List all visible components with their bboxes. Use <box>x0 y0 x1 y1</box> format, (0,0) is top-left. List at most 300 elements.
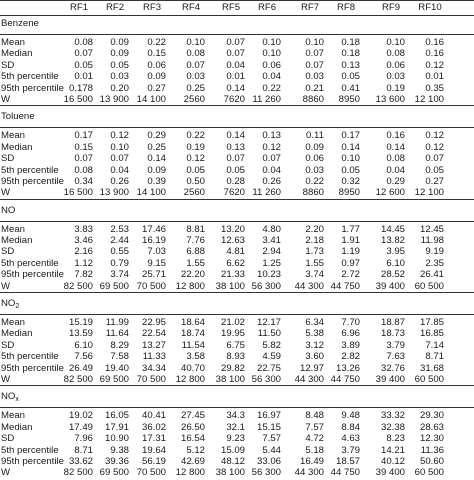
table-cell: 2.16 <box>74 246 93 258</box>
table-cell: 1.91 <box>341 235 360 247</box>
table-cell: 7.57 <box>262 433 281 445</box>
table-row <box>0 422 474 433</box>
row-label: W <box>1 93 11 105</box>
table-cell: 0.07 <box>74 48 93 60</box>
table-cell: 11.54 <box>181 339 205 351</box>
table-cell: 0.50 <box>186 175 205 187</box>
table-cell: 36.02 <box>141 421 166 433</box>
table-cell: 12 100 <box>414 187 444 199</box>
table-cell: 11.33 <box>142 351 166 363</box>
section-title-text: NO <box>1 391 16 403</box>
table-cell: 0.07 <box>262 153 281 165</box>
table-cell: 0.01 <box>425 71 444 83</box>
table-cell: 16 500 <box>63 187 93 199</box>
table-cell: 0.09 <box>147 71 166 83</box>
table-cell: 7.56 <box>74 351 93 363</box>
table-cell: 12.30 <box>419 433 444 445</box>
table-cell: 4.81 <box>226 246 245 258</box>
table-cell: 0.22 <box>147 37 166 48</box>
table-cell: 0.05 <box>186 164 205 176</box>
table-cell: 0.01 <box>74 71 93 83</box>
table-cell: 9.38 <box>110 444 129 456</box>
column-header: RF10 <box>418 2 442 13</box>
section-rule <box>0 385 474 386</box>
table-cell: 0.06 <box>305 153 324 165</box>
row-label: SD <box>1 339 15 351</box>
row-label: Mean <box>1 223 25 235</box>
table-cell: 12.63 <box>220 235 245 247</box>
table-cell: 13 900 <box>99 187 129 199</box>
row-label: Mean <box>1 130 25 142</box>
table-cell: 7.14 <box>425 339 444 351</box>
table-cell: 0.25 <box>186 82 205 94</box>
table-cell: 0.12 <box>186 153 205 165</box>
table-cell: 16.19 <box>141 235 166 247</box>
table-row <box>0 224 474 235</box>
table-row <box>0 456 474 467</box>
table-cell: 7620 <box>223 93 245 105</box>
table-cell: 12 800 <box>175 467 205 479</box>
table-cell: 0.97 <box>341 257 360 269</box>
table-cell: 14 100 <box>136 93 166 105</box>
table-cell: 0.08 <box>74 37 93 48</box>
table-cell: 0.07 <box>74 153 93 165</box>
table-cell: 0.12 <box>425 59 444 71</box>
table-cell: 50.60 <box>419 455 444 467</box>
table-cell: 2.20 <box>305 223 324 235</box>
row-label: Mean <box>1 37 25 48</box>
table-cell: 0.55 <box>110 246 129 258</box>
section-title-rule <box>0 314 474 315</box>
table-row <box>0 60 474 71</box>
table-cell: 5.12 <box>186 444 205 456</box>
table-cell: 0.07 <box>186 59 205 71</box>
table-cell: 12.17 <box>256 317 281 329</box>
table-cell: 0.04 <box>110 164 129 176</box>
table-cell: 0.05 <box>226 164 245 176</box>
table-cell: 2.18 <box>305 235 324 247</box>
row-label: W <box>1 467 11 479</box>
table-cell: 21.02 <box>220 317 245 329</box>
table-row <box>0 467 474 478</box>
table-cell: 7.82 <box>74 269 93 281</box>
table-cell: 15.19 <box>68 317 93 329</box>
table-cell: 17.49 <box>68 421 93 433</box>
table-cell: 25.71 <box>141 269 166 281</box>
table-cell: 6.62 <box>226 257 245 269</box>
table-cell: 44 750 <box>330 280 360 292</box>
table-cell: 39 400 <box>375 467 405 479</box>
table-cell: 11 260 <box>252 93 281 105</box>
table-cell: 0.14 <box>341 141 360 153</box>
table-cell: 70 500 <box>136 373 166 385</box>
column-header: RF1 <box>69 2 89 13</box>
section-title-rule <box>0 34 474 35</box>
table-cell: 16.05 <box>104 410 129 422</box>
table-cell: 2.53 <box>110 223 129 235</box>
table-cell: 0.04 <box>386 164 405 176</box>
table-cell: 9.19 <box>425 246 444 258</box>
table-cell: 3.74 <box>110 269 129 281</box>
table-cell: 70 500 <box>136 280 166 292</box>
table-cell: 0.06 <box>386 59 405 71</box>
table-cell: 0.29 <box>147 130 166 142</box>
table-cell: 1.73 <box>305 246 324 258</box>
table-cell: 44 300 <box>294 373 324 385</box>
table-cell: 0.19 <box>386 82 405 94</box>
table-row <box>0 187 474 198</box>
section-title <box>0 205 474 217</box>
table-cell: 69 500 <box>99 280 129 292</box>
table-cell: 0.27 <box>147 82 166 94</box>
table-cell: 70 500 <box>136 467 166 479</box>
table-row <box>0 363 474 374</box>
table-cell: 8.71 <box>425 351 444 363</box>
column-header: RF3 <box>142 2 162 13</box>
table-cell: 44 300 <box>294 280 324 292</box>
table-cell: 3.95 <box>386 246 405 258</box>
table-cell: 4.72 <box>305 433 324 445</box>
table-cell: 18.74 <box>180 328 205 340</box>
table-cell: 26.41 <box>419 269 444 281</box>
table-cell: 0.12 <box>425 130 444 142</box>
table-cell: 33.62 <box>68 455 93 467</box>
row-label: 5th percentile <box>1 351 59 363</box>
table-cell: 0.08 <box>386 153 405 165</box>
table-cell: 0.10 <box>386 37 405 48</box>
table-row <box>0 142 474 153</box>
table-cell: 29.30 <box>419 410 444 422</box>
table-cell: 22.54 <box>141 328 166 340</box>
table-cell: 8.81 <box>186 223 205 235</box>
table-cell: 0.04 <box>262 164 281 176</box>
table-cell: 40.70 <box>180 362 205 374</box>
table-cell: 0.05 <box>74 59 93 71</box>
table-cell: 17.85 <box>419 317 444 329</box>
section-title-rule <box>0 127 474 128</box>
table-cell: 39 400 <box>375 280 405 292</box>
section-rule <box>0 105 474 106</box>
table-cell: 0.07 <box>110 153 129 165</box>
table-cell: 0.22 <box>262 82 281 94</box>
table-cell: 60 500 <box>414 467 444 479</box>
table-cell: 21.33 <box>220 269 245 281</box>
table-cell: 0.05 <box>425 164 444 176</box>
table-cell: 0.178 <box>68 82 93 94</box>
row-label: Median <box>1 328 33 340</box>
table-cell: 0.15 <box>147 48 166 60</box>
table-cell: 0.04 <box>262 71 281 83</box>
table-cell: 0.10 <box>305 37 324 48</box>
table-cell: 0.03 <box>386 71 405 83</box>
table-cell: 8860 <box>302 187 324 199</box>
table-cell: 0.12 <box>262 141 281 153</box>
table-cell: 6.10 <box>74 339 93 351</box>
table-cell: 19.40 <box>104 362 129 374</box>
table-cell: 15.15 <box>256 421 281 433</box>
row-label: 5th percentile <box>1 444 59 456</box>
table-cell: 8.48 <box>305 410 324 422</box>
table-cell: 7.70 <box>341 317 360 329</box>
table-cell: 0.14 <box>147 153 166 165</box>
table-cell: 22.20 <box>180 269 205 281</box>
table-cell: 12 100 <box>414 93 444 105</box>
section-title <box>0 18 474 30</box>
table-cell: 11.36 <box>420 444 444 456</box>
table-cell: 0.22 <box>186 130 205 142</box>
table-row <box>0 246 474 257</box>
table-row <box>0 317 474 328</box>
table-cell: 40.12 <box>380 455 405 467</box>
table-cell: 32.76 <box>380 362 405 374</box>
table-row <box>0 269 474 280</box>
table-cell: 8.71 <box>74 444 93 456</box>
table-cell: 0.03 <box>305 71 324 83</box>
table-cell: 8.93 <box>226 351 245 363</box>
table-cell: 32.38 <box>380 421 405 433</box>
table-cell: 1.25 <box>262 257 281 269</box>
table-row <box>0 165 474 176</box>
table-cell: 0.08 <box>74 164 93 176</box>
table-cell: 0.16 <box>386 130 405 142</box>
table-row <box>0 258 474 269</box>
row-label: SD <box>1 433 15 445</box>
table-cell: 14.21 <box>380 444 405 456</box>
table-cell: 56 300 <box>251 373 281 385</box>
column-header: RF8 <box>336 2 356 13</box>
table-cell: 9.15 <box>147 257 166 269</box>
table-cell: 0.18 <box>341 48 360 60</box>
table-cell: 8.29 <box>110 339 129 351</box>
table-cell: 26.49 <box>68 362 93 374</box>
table-cell: 44 750 <box>330 467 360 479</box>
table-cell: 18.87 <box>380 317 405 329</box>
table-cell: 0.35 <box>425 82 444 94</box>
row-label: 95th percentile <box>1 455 64 467</box>
table-cell: 7.63 <box>386 351 405 363</box>
table-cell: 0.06 <box>147 59 166 71</box>
table-cell: 8.84 <box>341 421 360 433</box>
table-cell: 0.08 <box>386 48 405 60</box>
table-cell: 9.48 <box>341 410 360 422</box>
table-cell: 10.23 <box>256 269 281 281</box>
table-cell: 38 100 <box>215 280 245 292</box>
table-cell: 1.55 <box>305 257 324 269</box>
table-cell: 6.96 <box>341 328 360 340</box>
column-header: RF4 <box>181 2 201 13</box>
table-cell: 38 100 <box>215 467 245 479</box>
table-cell: 19.95 <box>220 328 245 340</box>
table-row <box>0 235 474 246</box>
table-cell: 0.05 <box>110 59 129 71</box>
table-cell: 44 300 <box>294 467 324 479</box>
table-cell: 7.58 <box>110 351 129 363</box>
table-cell: 69 500 <box>99 373 129 385</box>
table-row <box>0 340 474 351</box>
row-label: 95th percentile <box>1 362 64 374</box>
table-row <box>0 37 474 48</box>
table-cell: 1.12 <box>74 257 93 269</box>
table-row <box>0 374 474 385</box>
table-row <box>0 71 474 82</box>
table-cell: 0.27 <box>425 175 444 187</box>
table-row <box>0 445 474 456</box>
table-row <box>0 351 474 362</box>
table-cell: 0.01 <box>226 71 245 83</box>
table-cell: 3.79 <box>386 339 405 351</box>
table-cell: 0.11 <box>306 130 324 142</box>
table-cell: 3.83 <box>74 223 93 235</box>
table-cell: 56.19 <box>141 455 166 467</box>
table-cell: 0.07 <box>226 153 245 165</box>
table-cell: 2560 <box>183 187 205 199</box>
table-cell: 1.77 <box>341 223 360 235</box>
table-cell: 69 500 <box>99 467 129 479</box>
table-row <box>0 48 474 59</box>
section-title-text: NO <box>1 298 16 310</box>
header-row <box>0 1 474 15</box>
table-cell: 42.69 <box>180 455 205 467</box>
section-title-subscript: 2 <box>15 303 20 311</box>
table-cell: 28.63 <box>419 421 444 433</box>
table-cell: 0.34 <box>74 175 93 187</box>
table-cell: 0.41 <box>341 82 360 94</box>
table-cell: 0.18 <box>341 37 360 48</box>
row-label: 5th percentile <box>1 71 59 83</box>
table-cell: 0.15 <box>74 141 93 153</box>
table-cell: 16.54 <box>180 433 205 445</box>
table-cell: 82 500 <box>63 280 93 292</box>
table-cell: 7620 <box>223 187 245 199</box>
table-cell: 12 800 <box>175 373 205 385</box>
table-body <box>0 15 474 479</box>
table-cell: 14 100 <box>136 187 166 199</box>
table-cell: 0.12 <box>110 130 129 142</box>
table-cell: 31.68 <box>419 362 444 374</box>
table-cell: 82 500 <box>63 467 93 479</box>
table-cell: 0.06 <box>262 59 281 71</box>
table-cell: 34.34 <box>141 362 166 374</box>
section-title-rule <box>0 407 474 408</box>
table-cell: 34.3 <box>226 410 245 422</box>
section-title <box>0 111 474 123</box>
row-label: 95th percentile <box>1 175 64 187</box>
table-cell: 0.16 <box>425 48 444 60</box>
section-title-text: NO <box>1 204 16 216</box>
column-header: RF5 <box>221 2 241 13</box>
table-cell: 5.44 <box>262 444 281 456</box>
table-cell: 16.97 <box>256 410 281 422</box>
table-cell: 0.13 <box>262 130 281 142</box>
table-cell: 13.20 <box>220 223 245 235</box>
row-label: Median <box>1 235 33 247</box>
table-cell: 6.75 <box>226 339 245 351</box>
table-cell: 0.12 <box>425 141 444 153</box>
table-cell: 39.36 <box>104 455 129 467</box>
table-cell: 17.91 <box>104 421 129 433</box>
table-cell: 44 750 <box>330 373 360 385</box>
table-cell: 17.46 <box>141 223 166 235</box>
table-cell: 0.17 <box>74 130 93 142</box>
table-cell: 0.79 <box>110 257 129 269</box>
table-cell: 12.97 <box>299 362 324 374</box>
table-cell: 3.46 <box>74 235 93 247</box>
row-label: Median <box>1 141 33 153</box>
table-cell: 0.07 <box>305 48 324 60</box>
table-row <box>0 410 474 421</box>
table-cell: 0.14 <box>226 130 245 142</box>
table-cell: 13 600 <box>375 93 405 105</box>
table-cell: 13.59 <box>68 328 93 340</box>
row-label: SD <box>1 59 15 71</box>
table-cell: 17.31 <box>141 433 166 445</box>
table-cell: 4.80 <box>262 223 281 235</box>
table-cell: 6.88 <box>186 246 205 258</box>
table-cell: 13 900 <box>99 93 129 105</box>
table-cell: 15.09 <box>220 444 245 456</box>
table-cell: 60 500 <box>414 373 444 385</box>
table-cell: 19.64 <box>141 444 166 456</box>
table-cell: 10.90 <box>104 433 129 445</box>
column-header: RF7 <box>300 2 320 13</box>
table-cell: 0.07 <box>226 48 245 60</box>
table-cell: 0.10 <box>262 48 281 60</box>
header-rule <box>0 15 474 16</box>
table-cell: 16.85 <box>419 328 444 340</box>
table-cell: 18.64 <box>180 317 205 329</box>
row-label: W <box>1 280 11 292</box>
table-cell: 2.35 <box>425 257 444 269</box>
table-cell: 0.04 <box>226 59 245 71</box>
table-cell: 0.09 <box>147 164 166 176</box>
table-cell: 0.10 <box>262 37 281 48</box>
table-cell: 12 600 <box>375 187 405 199</box>
table-cell: 40.41 <box>141 410 166 422</box>
table-cell: 39 400 <box>375 373 405 385</box>
row-label: SD <box>1 246 15 258</box>
section-title <box>0 391 474 403</box>
table-cell: 3.58 <box>186 351 205 363</box>
column-header: RF9 <box>381 2 401 13</box>
table-cell: 5.82 <box>262 339 281 351</box>
table-cell: 27.45 <box>180 410 205 422</box>
table-cell: 7.96 <box>74 433 93 445</box>
table-cell: 0.10 <box>341 153 360 165</box>
table-cell: 3.60 <box>305 351 324 363</box>
table-row <box>0 94 474 105</box>
table-cell: 0.09 <box>305 141 324 153</box>
table-cell: 48.12 <box>220 455 245 467</box>
table-cell: 1.19 <box>341 246 360 258</box>
table-row <box>0 83 474 94</box>
table-cell: 0.26 <box>110 175 129 187</box>
table-cell: 14.45 <box>380 223 405 235</box>
table-cell: 16.49 <box>299 455 324 467</box>
column-header: RF6 <box>257 2 277 13</box>
section-title-text: Toluene <box>1 111 35 123</box>
table-cell: 0.19 <box>186 141 205 153</box>
table-cell: 8950 <box>338 187 360 199</box>
table-cell: 0.05 <box>341 71 360 83</box>
table-cell: 2560 <box>183 93 205 105</box>
table-cell: 0.17 <box>341 130 360 142</box>
table-cell: 13.26 <box>335 362 360 374</box>
table-cell: 1.55 <box>186 257 205 269</box>
table-cell: 0.08 <box>186 48 205 60</box>
table-cell: 3.89 <box>341 339 360 351</box>
table-cell: 8950 <box>338 93 360 105</box>
table-cell: 13.82 <box>380 235 405 247</box>
